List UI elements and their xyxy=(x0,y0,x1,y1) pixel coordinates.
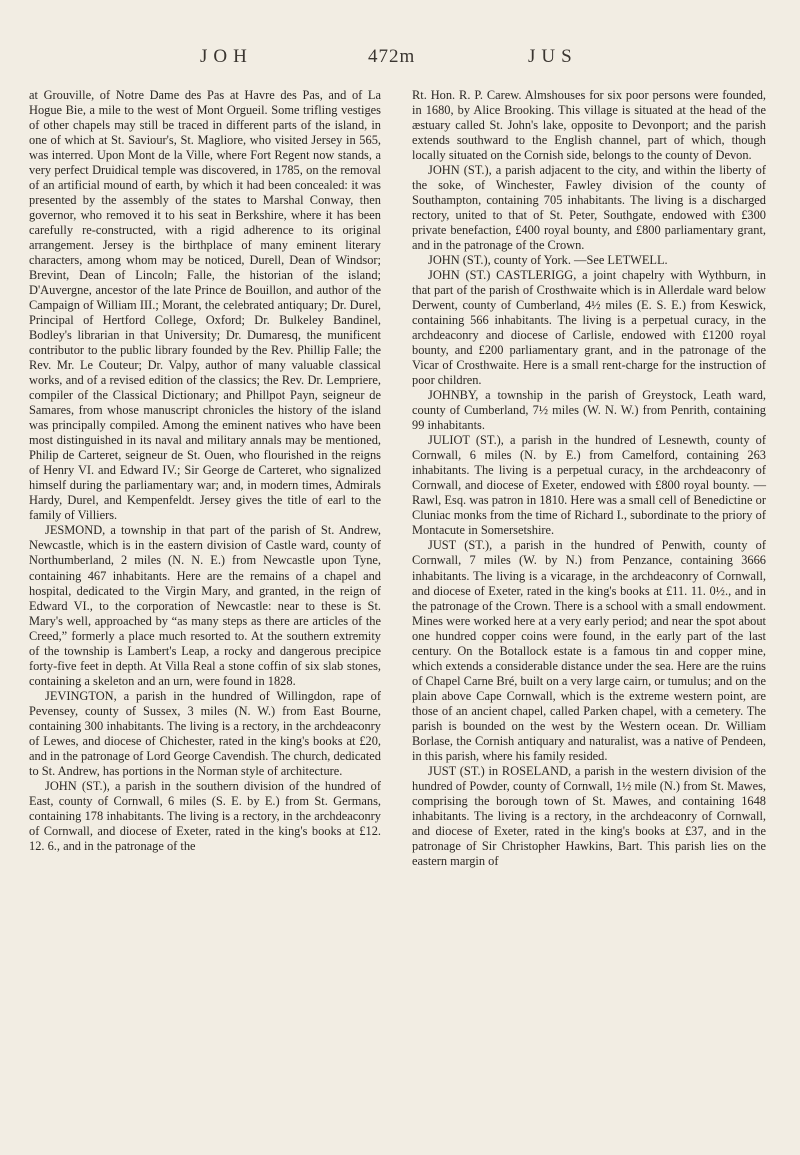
entry-jevington: JEVINGTON, a parish in the hundred of Willingdon, rape of Pevensey, county of Sussex, 3 miles (N. W.) from East Bourne, containing 300 inhabitants. The living is a rectory, in the archdeaconry of Lewes, and diocese of Chichester, rated in the king's books at £20, and in the patronage of Lord George Cavendish. The church, dedicated to St. Andrew, has portions in the Norman style of architecture. xyxy=(29,688,381,778)
entry-john-st-winchester: JOHN (ST.), a parish adjacent to the city, and within the liberty of the soke, of Winchester, Fawley division of the county of Southampton, containing 705 inhabitants. The living is a discharged rectory, united to that of St. Peter, Southgate, endowed with £300 private benefaction, £400 royal bounty, and £800 parliamentary grant, and in the patronage of the Crown. xyxy=(412,163,766,253)
entry-juliot-st: JULIOT (ST.), a parish in the hundred of Lesnewth, county of Cornwall, 6 miles (N. by E.) from Camelford, containing 263 inhabitants. The living is a perpetual curacy, in the archdeaconry of Cornwall, and diocese of Exeter, endowed with £800 royal bounty. —Rawl, Esq. was patron in 1810. Here was a small cell of Benedictine or Cluniac monks from the time of Richard I., subordinate to the priory of Montacute in Somersetshire. xyxy=(412,433,766,538)
right-column xyxy=(412,88,766,869)
paragraph-john-st-continued: Rt. Hon. R. P. Carew. Almshouses for six poor persons were founded, in 1680, by Alice Brooking. This village is situated at the head of the æstuary called St. John's lake, opposite to Devonport; and the parish extends southward to the English channel, part of which, though locally situated on the Cornish side, belongs to the county of Devon. xyxy=(412,88,766,163)
entry-just-st-roseland: JUST (ST.) in ROSELAND, a parish in the western division of the hundred of Powder, county of Cornwall, 1½ mile (N.) from St. Mawes, comprising the borough town of St. Mawes, and containing 1648 inhabitants. The living is a rectory, in the archdeaconry of Cornwall, and diocese of Exeter, rated in the king's books at £37, and in the patronage of Sir Christopher Hawkins, Bart. This parish lies on the eastern margin of xyxy=(412,763,766,868)
entry-john-st-york: JOHN (ST.), county of York. —See LETWELL. xyxy=(428,253,668,268)
paragraph-jersey-continued: at Grouville, of Notre Dame des Pas at Havre des Pas, and of La Hogue Bie, a mile to the west of Mont Orgueil. Some trifling vestiges of other chapels may still be traced in different parts of the island, in one of which at St. Saviour's, St. Magliore, who visited Jersey in 565, was interred. Upon Mont de la Ville, where Fort Regent now stands, a very perfect Druidical temple was discovered, in 1785, on the removal of an artificial mound of earth, by which it had been concealed: it was presented by the assembly of the states to Marshal Conway, then governor, who removed it to his seat in Berkshire, where it has been carefully re-constructed, with a rigid adherence to its original arrangement. Jersey is the birthplace of many eminent literary characters, among whom may be noticed, Durell, Dean of Windsor; Brevint, Dean of Lincoln; Falle, the historian of the island; D'Auvergne, ancestor of the late Prince de Bouillon, and author of the Campaign of William III.; Morant, the celebrated antiquary; Dr. Durel, Principal of Hertford College, Oxford; Dr. Bulkeley Bandinel, Bodley's librarian in that University; Dr. Dumaresq, the munificent contributor to the public library founded by the Rev. Phillip Falle; the Rev. Mr. Le Couteur; Dr. Valpy, author of many valuable classical works, and of a revised edition of the classics; the Rev. Dr. Lempriere, compiler of the Classical Dictionary; and Phillpot Payn, seigneur de Samares, from whose manuscript chronicles the history of the island was principally compiled. Among the eminent natives who have been most distinguished in its naval and military annals may be mentioned, Philip de Carteret, seigneur de St. Ouen, who flourished in the reigns of Henry VI. and Edward IV.; Sir George de Carteret, who signalized himself during the parliamentary war; and, in modern times, Admirals Hardy, Durel, and Kempenfeldt. Jersey gives the title of earl to the family of Villiers. xyxy=(29,88,381,523)
entry-just-st: JUST (ST.), a parish in the hundred of Penwith, county of Cornwall, 7 miles (W. by N.) from Penzance, containing 3666 inhabitants. The living is a vicarage, in the archdeaconry of Cornwall, and diocese of Exeter, rated in the king's books at £11. 11. 0½., and in the patronage of the Crown. There is a school with a small endowment. Mines were worked here at a very early period; and near the spot about one hundred copper coins were found, in the early part of the last century. On the Botallock estate is a famous tin and copper mine, which extends a considerable distance under the sea. Here are the ruins of Chapel Carne Bré, built on a very large cairn, or tumulus; and on the plain above Cape Cornwall, which is the extreme western point, are those of an ancient chapel, called Parken chapel, with a cemetery. The parish is bounded on the west by the Western ocean. Dr. William Borlase, the Cornish antiquary and naturalist, was a native of Pendeen, in this parish, where his family resided. xyxy=(412,538,766,763)
entry-johnby: JOHNBY, a township in the parish of Greystock, Leath ward, county of Cumberland, 7½ miles (W. N. W.) from Penrith, containing 99 inhabitants. xyxy=(412,388,766,433)
header-left-catchword: JOH xyxy=(200,46,253,67)
entry-john-st-east: JOHN (ST.), a parish in the southern division of the hundred of East, county of Cornwall, 6 miles (S. E. by E.) from St. Germans, containing 178 inhabitants. The living is a rectory, in the archdeaconry of Cornwall, and diocese of Exeter, rated in the king's books at £12. 12. 6., and in the patronage of the xyxy=(29,778,381,853)
entry-john-st-castlerigg: JOHN (ST.) CASTLERIGG, a joint chapelry with Wythburn, in that part of the parish of Crosthwaite which is in Allerdale ward below Derwent, county of Cumberland, 4½ miles (E. S. E.) from Keswick, containing 566 inhabitants. The living is a perpetual curacy, in the archdeaconry and diocese of Carlisle, endowed with £1200 royal bounty, and £200 parliamentary grant, and in the patronage of the Vicar of Crosthwaite. Here is a small rent-charge for the instruction of poor children. xyxy=(412,268,766,388)
header-right-catchword: JUS xyxy=(528,46,578,67)
running-header xyxy=(0,46,800,70)
entry-jesmond: JESMOND, a township in that part of the parish of St. Andrew, Newcastle, which is in the eastern division of Castle ward, county of Northumberland, 2 miles (N. N. E.) from Newcastle upon Tyne, containing 467 inhabitants. Here are the remains of a chapel and hospital, dedicated to the Virgin Mary, and granted, in the reign of Edward VI., to the corporation of Newcastle: near to these is St. Mary's well, approached by “as many steps as there are articles of the Creed,” formerly a place much resorted to. At the southern extremity of the township is Lambert's Leap, a rocky and dangerous precipice forty-five feet in depth. At Villa Real a stone coffin of six slab stones, containing a skeleton and an urn, were found in 1828. xyxy=(29,523,381,688)
page-number: 472m xyxy=(368,46,416,67)
left-column xyxy=(29,88,381,854)
